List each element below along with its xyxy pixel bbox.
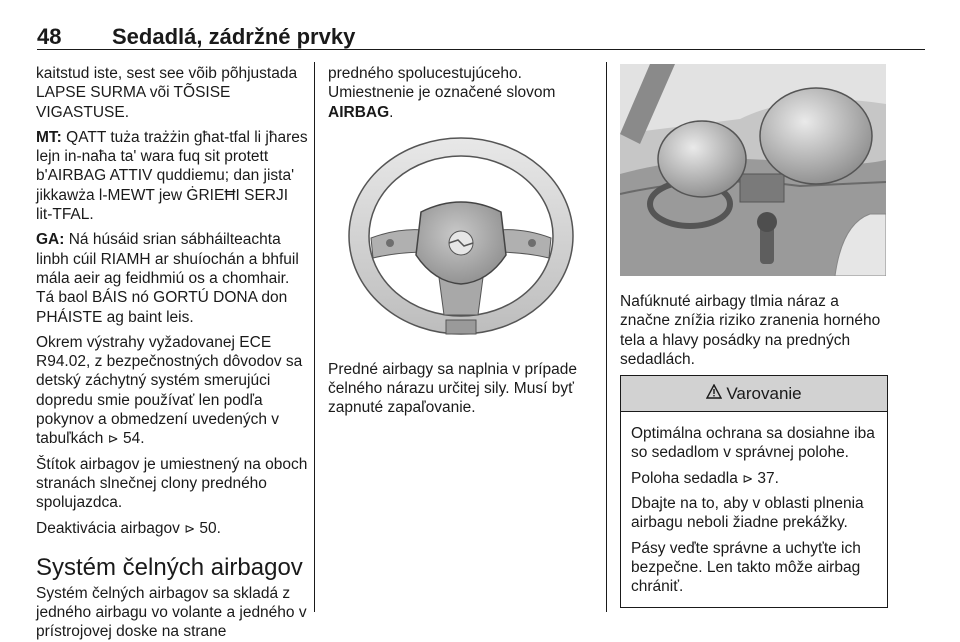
mt-label: MT: <box>36 128 62 146</box>
arrow-ref-icon: ⊳ <box>184 520 196 536</box>
column-divider-2 <box>606 62 607 612</box>
seat-position-text: Poloha sedadla <box>631 469 738 487</box>
column-divider-1 <box>314 62 315 612</box>
warning-p4: Pásy veďte správne a uchyťte ich bezpečne. Len takto môže airbag chrániť. <box>631 539 861 596</box>
label-paragraph: Štítok airbagov je umiestnený na oboch stranách slnečnej clony predného spolujazdca. <box>36 455 308 512</box>
location-text: Umiestnenie je označené slovom <box>328 84 556 102</box>
mt-text: QATT tuża trażżin għat-tfal li jħares lejn in-naħa ta' wara fuq sit protett b'AIRBAG ATTIV quddiemu; dan jista' jikkawża l-MEWT jew ĠRIEĦI SERJI lit-TFAL. <box>36 128 308 224</box>
ece-text: Okrem výstrahy vyžadovanej ECE R94.02, z bezpečnostných dôvodov sa detský záchytný systém smerujúci dopredu smie používať len podľa pokynov a obmedzení uvedených v tabuľkách <box>36 333 303 448</box>
seat-position-ref[interactable]: 37. <box>757 469 779 487</box>
arrow-ref-icon: ⊳ <box>742 470 754 486</box>
steering-wheel-illustration <box>328 130 594 342</box>
page-header <box>37 18 925 50</box>
deactivation-ref[interactable]: 50. <box>199 519 221 537</box>
warning-p2 <box>631 469 877 488</box>
ece-paragraph <box>36 333 308 449</box>
warning-body <box>621 412 887 606</box>
inflation-caption: Predné airbagy sa naplnia v prípade čelného nárazu určitej sily. Musí byť zapnuté zapaľovanie. <box>328 360 578 417</box>
warning-header <box>621 376 887 412</box>
irish-warning <box>36 230 308 326</box>
inflated-airbags-illustration <box>620 64 886 276</box>
column-2 <box>328 64 596 424</box>
deactivation-text: Deaktivácia airbagov <box>36 519 180 537</box>
chapter-title: Sedadlá, zádržné prvky <box>112 24 356 49</box>
header-rule <box>37 49 925 50</box>
airbag-word: AIRBAG <box>328 103 390 121</box>
page-number: 48 <box>37 24 62 49</box>
section-title: Systém čelných airbagov <box>36 553 303 581</box>
ece-ref[interactable]: 54. <box>122 430 145 448</box>
ga-label: GA: <box>36 231 65 249</box>
column-3 <box>620 64 888 608</box>
column-1 <box>36 64 308 642</box>
warning-triangle-icon <box>706 384 722 403</box>
warning-p1: Optimálna ochrana sa dosiahne iba so sedadlom v správnej polohe. <box>631 425 875 462</box>
location-end: . <box>389 103 394 121</box>
passenger-line: predného spolucestujúceho. <box>328 65 522 82</box>
estonian-warning: kaitstud iste, sest see võib põhjustada LAPSE SURMA või TÕSISE VIGASTUSE. <box>36 65 298 121</box>
system-paragraph: Systém čelných airbagov sa skladá z jedného airbagu vo volante a jedného v prístrojovej doske na strane <box>36 584 307 641</box>
warning-title: Varovanie <box>726 384 802 404</box>
inflated-caption: Nafúknuté airbagy tlmia náraz a značne znížia riziko zranenia horného tela a hlavy posádky na predných sedadlách. <box>620 293 881 368</box>
ga-text: Ná húsáid srian sábháilteachta linbh cúil RIAMH ar shuíochán a bhfuil mála aeir ag feidhmiú os a chomhair. Tá baol BÁIS nó GORTÚ DONA don PHÁISTE ag baint leis. <box>36 231 299 326</box>
deactivation-paragraph <box>36 519 308 538</box>
maltese-warning <box>36 128 308 224</box>
warning-p3: Dbajte na to, aby v oblasti plnenia airbagu neboli žiadne prekážky. <box>631 495 864 532</box>
location-paragraph <box>328 83 596 122</box>
warning-box <box>620 375 888 607</box>
arrow-ref-icon: ⊳ <box>107 431 119 447</box>
